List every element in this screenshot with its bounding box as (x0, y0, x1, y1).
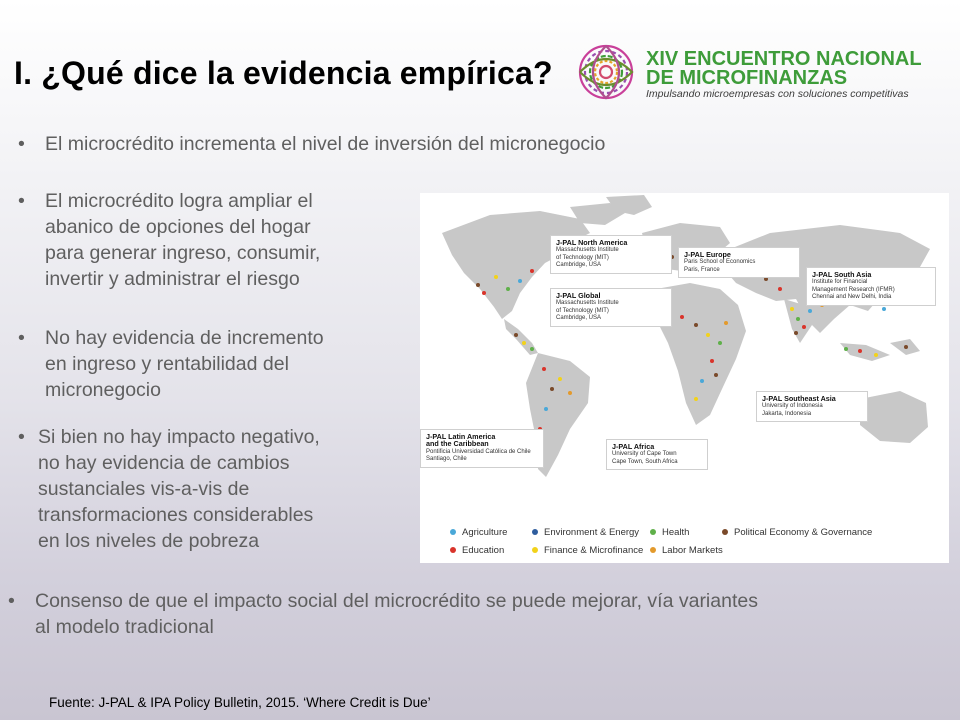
legend-dot (450, 547, 456, 553)
callout-global (550, 288, 672, 327)
callout-title: J-PAL North America (556, 238, 628, 247)
legend-dot (650, 547, 656, 553)
bullet-text: El microcrédito logra ampliar el abanico de opciones del hogar para generar ingreso, consumir, invertir y administrar el riesgo (45, 190, 321, 290)
jpal-world-map (420, 193, 949, 563)
bullet-item (18, 131, 918, 157)
bullet-text: Si bien no hay impacto negativo, no hay evidencia de cambios sustanciales vis-a-vis de transformaciones considerables en los niveles de pobreza (38, 426, 320, 552)
bullet-marker: • (18, 426, 25, 448)
callout-title: J-PAL Global (556, 291, 601, 300)
bullet-marker: • (18, 327, 25, 349)
legend-dot (532, 529, 538, 535)
bullet-marker: • (18, 133, 25, 155)
callout-body: University of Cape Town Cape Town, South Africa (612, 451, 678, 465)
bullet-item (8, 588, 948, 640)
legend-item (450, 527, 507, 538)
callout-latin-america (420, 429, 544, 468)
callout-body: Massachusetts Institute of Technology (MIT) Cambridge, USA (556, 300, 619, 322)
callout-north-america (550, 235, 672, 274)
legend-label: Education (462, 545, 505, 556)
legend-dot (650, 529, 656, 535)
legend-item (532, 545, 643, 556)
legend-label: Political Economy & Governance (734, 527, 873, 538)
callout-body: University of Indonesia Jakarta, Indonesia (762, 403, 823, 417)
legend-item (650, 545, 723, 556)
legend-item (722, 527, 872, 538)
bullet-text: El microcrédito incrementa el nivel de inversión del micronegocio (45, 133, 606, 155)
callout-body: Pontificia Universidad Católica de Chile Santiago, Chile (426, 448, 531, 463)
bullet-item (18, 424, 418, 554)
callout-body: Paris School of Economics Paris, France (684, 259, 756, 273)
legend-label: Agriculture (462, 527, 508, 538)
callout-body: Institute for Financial Management Research (IFMR) Chennai and New Delhi, India (812, 279, 895, 301)
bullet-text: Consenso de que el impacto social del microcrédito se puede mejorar, vía variantes al modelo tradicional (35, 590, 758, 638)
legend-dot (450, 529, 456, 535)
bullet-marker: • (8, 590, 15, 612)
callout-europe (678, 247, 800, 278)
legend-label: Finance & Microfinance (544, 545, 644, 556)
legend-item (450, 545, 504, 556)
bullet-text: No hay evidencia de incremento en ingreso y rentabilidad del micronegocio (45, 327, 324, 401)
callout-title: J-PAL Latin America and the Caribbean (426, 432, 496, 449)
legend-item (532, 527, 639, 538)
legend-dot (532, 547, 538, 553)
bullet-item (18, 188, 418, 292)
callout-title: J-PAL Europe (684, 250, 731, 259)
callout-africa (606, 439, 708, 470)
event-logo (570, 40, 922, 104)
legend-label: Labor Markets (662, 545, 723, 556)
bullet-item (18, 325, 418, 403)
callout-title: J-PAL Southeast Asia (762, 394, 836, 403)
map-legend (450, 523, 945, 557)
logo-line-1: XIV ENCUENTRO NACIONAL (646, 48, 922, 70)
logo-line-2: DE MICROFINANZAS (646, 67, 848, 89)
callout-south-asia (806, 267, 936, 306)
callout-title: J-PAL Africa (612, 442, 655, 451)
callout-body: Massachusetts Institute of Technology (MIT) Cambridge, USA (556, 247, 619, 269)
logo-emblem-icon (570, 40, 644, 104)
logo-tagline: Impulsando microempresas con soluciones competitivas (646, 88, 909, 100)
callout-southeast-asia (756, 391, 868, 422)
callout-title: J-PAL South Asia (812, 270, 872, 279)
bullet-marker: • (18, 190, 25, 212)
legend-label: Health (662, 527, 690, 538)
legend-item (650, 527, 689, 538)
slide-title: I. ¿Qué dice la evidencia empírica? (14, 55, 553, 91)
legend-label: Environment & Energy (544, 527, 640, 538)
source-citation: Fuente: J-PAL & IPA Policy Bulletin, 2015. ‘Where Credit is Due’ (49, 695, 431, 710)
legend-dot (722, 529, 728, 535)
